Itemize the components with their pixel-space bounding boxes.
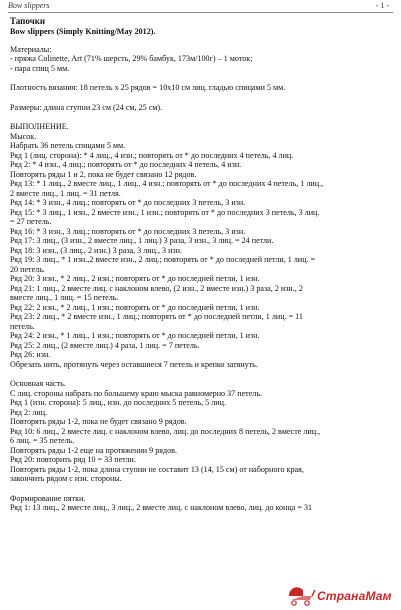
- instruction-line: Повторять ряды 1-2, пока длина ступни не составит 13 (14, 15 см) от наборного края,: [10, 464, 304, 474]
- instruction-line: Ряд 1 (изн. сторона): 5 лиц., изн. до последних 5 петель, 5 лиц.: [10, 398, 226, 407]
- instruction-line: петель.: [10, 321, 35, 331]
- site-watermark: [283, 586, 395, 606]
- instruction-line: вместе лиц., 1 лиц. = 15 петель.: [10, 293, 119, 302]
- instruction-line: Ряд 2: лиц.: [10, 407, 48, 417]
- document-subtitle: Bow slippers (Simply Knitting/May 2012).: [10, 27, 156, 36]
- document-body: [10, 16, 395, 513]
- document-title: Тапочки: [10, 16, 46, 26]
- instruction-line: Ряд 17: 3 лиц., (3 изн., 2 вместе лиц., 1 лиц.) 3 раза, 3 изн., 3 лиц. = 24 петли.: [10, 236, 274, 245]
- instruction-line: Формирование пятки.: [10, 493, 86, 503]
- instruction-line: 20 петель.: [10, 264, 45, 274]
- instruction-line: Ряд 20: повторить ряд 10 = 33 петли.: [10, 455, 136, 464]
- heel-section: [10, 494, 395, 513]
- instruction-line: Ряд 24: 2 изн., * 1 лиц., 1 изн.; повторять от * до последней петли, 1 изн.: [10, 331, 260, 340]
- instruction-line: Повторять ряды 1-2, пока не будет связано 9 рядов.: [10, 417, 187, 426]
- instruction-line: Ряд 23: 2 лиц., * 2 вместе изн., 1 лиц.; повторять от * до последней петли, 1 лиц. = 11: [10, 312, 303, 321]
- instruction-line: С лиц. стороны набрать по большему краю мыска равномерно 37 петель.: [10, 388, 263, 398]
- sizes-line: Размеры: длина ступни 23 см (24 см, 25 см).: [10, 102, 163, 112]
- instruction-line: Обрезать нить, протянуть через оставшиеся 7 петель и крепко затянуть.: [10, 359, 258, 369]
- instruction-line: 2 вместе лиц., 1 лиц. = 31 петля.: [10, 188, 121, 198]
- instruction-line: Ряд 14: * 3 изн., 4 лиц.; повторять от * до последних 3 петель, 3 изн.: [10, 198, 246, 207]
- gauge-line: Плотность вязания: 18 петель х 25 рядов = 10х10 см лиц. гладью спицами 5 мм.: [10, 83, 286, 92]
- execution-section: [10, 122, 395, 369]
- instruction-line: Ряд 25: 2 лиц., (2 вместе лиц.) 4 раза, 1 лиц. = 7 петель.: [10, 340, 200, 350]
- instruction-line: ВЫПОЛНЕНИЕ.: [10, 122, 69, 131]
- main-part-section: [10, 379, 395, 484]
- page-number: - 1 -: [375, 1, 389, 10]
- instruction-line: 6 лиц. = 35 петель.: [10, 436, 75, 445]
- instruction-line: Ряд 26: изн.: [10, 350, 51, 359]
- instruction-line: Ряд 18: 3 изн., (3 лиц., 2 изн.) 3 раза, 3 лиц., 3 изн.: [10, 245, 182, 255]
- instruction-line: Ряд 1: 13 лиц., 2 вместе лиц., 3 лиц., 2 вместе лиц. с наклоном влево, лиц. до конца = 31: [10, 503, 313, 512]
- instruction-line: Ряд 20: 3 изн., * 2 лиц., 2 изн.; повторять от * до последней петли, 1 изн.: [10, 274, 260, 283]
- watermark-text: СтранаМам: [317, 589, 392, 603]
- instruction-line: Набрать 36 петель спицами 5 мм.: [10, 141, 126, 150]
- instruction-line: Ряд 10: 6 лиц., 2 вместе лиц. с наклоном влево, лиц. до последних 8 петель, 2 вместе лиц.,: [10, 426, 321, 436]
- materials-line: - пряжа Colinette, Art (71% шерсть, 29% бамбук, 173м/100г) – 1 моток;: [10, 54, 253, 63]
- instruction-line: Ряд 13: * 1 лиц., 2 вместе лиц., 1 лиц., 4 изн.; повторять от * до последних 4 петель, 1 лиц.,: [10, 179, 324, 188]
- instruction-line: Ряд 19: 3 лиц., * 1 изн.,2 вместе изн., 2 лиц.; повторять от * до последней петли, 1 лиц. =: [10, 255, 316, 264]
- instruction-line: Ряд 2: * 4 изн., 4 лиц.; повторять от * до последних 4 петель, 4 изн.: [10, 160, 242, 169]
- materials-section: [10, 45, 395, 74]
- materials-line: - пара спиц 5 мм.: [10, 63, 70, 73]
- instruction-line: Повторять ряды 1-2 еще на протяжении 9 рядов.: [10, 445, 177, 455]
- header-title: Bow slippers: [8, 1, 50, 10]
- baby-stroller-icon: [283, 586, 317, 606]
- page-header: [8, 1, 393, 13]
- instruction-line: Мысок.: [10, 131, 37, 141]
- instruction-line: = 27 петель.: [10, 217, 52, 226]
- instruction-line: закончить рядом с изн. стороны.: [10, 474, 122, 483]
- instruction-line: Ряд 16: * 3 изн., 3 лиц.; повторять от * до последних 3 петель, 3 изн.: [10, 226, 246, 236]
- instruction-line: Ряд 15: * 3 лиц., 1 изн., 2 вместе изн., 1 изн.; повторять от * до последних 3 петель, 3 лиц.: [10, 207, 320, 217]
- instruction-line: Ряд 21: 1 лиц., 2 вместе лиц. с наклоном влево, (2 изн., 2 вместе изн.) 3 раза, 2 изн., 2: [10, 283, 303, 293]
- instruction-line: Повторять ряды 1 и 2, пока не будет связано 12 рядов.: [10, 169, 197, 179]
- instruction-line: Ряд 22: 2 изн., * 2 лиц., 1 изн.; повторять от * до последней петли, 1 изн.: [10, 302, 260, 312]
- materials-line: Материалы:: [10, 44, 52, 54]
- instruction-line: Ряд 1 (лиц. сторона): * 4 лиц., 4 изн.; повторять от * до последних 4 петель, 4 лиц.: [10, 150, 294, 160]
- instruction-line: Основная часть.: [10, 379, 66, 388]
